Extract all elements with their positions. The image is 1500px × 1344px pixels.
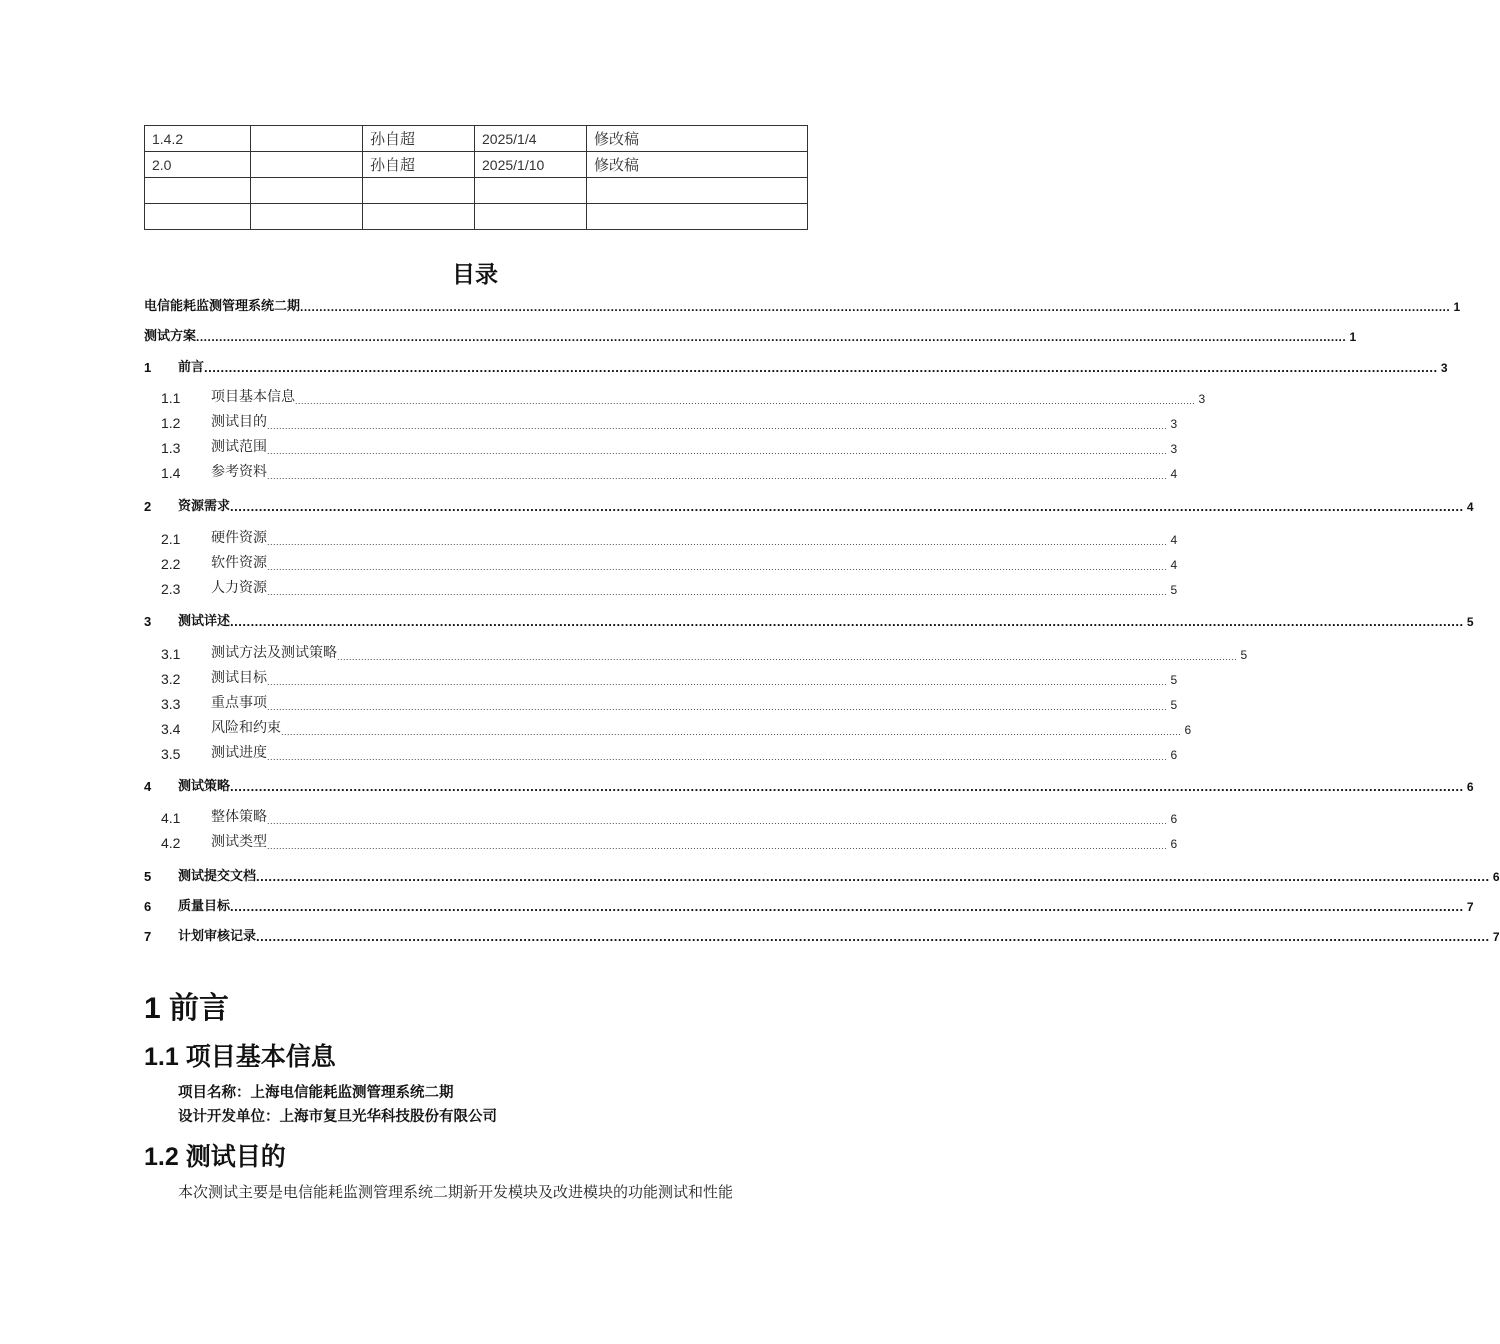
toc-entry-title: 项目基本信息 [211, 388, 295, 404]
toc-entry[interactable] [144, 717, 1192, 737]
toc-leader-dots: ............................................................................................................................................................................................................................................................................................................ [204, 360, 1438, 375]
toc-entry-page: 1 [1453, 300, 1461, 314]
toc-entry-title: 测试详述 [178, 613, 231, 628]
toc-leader-dots: ............................................................................................................................................................................................................................................................................................................ [267, 752, 1168, 762]
purpose-paragraph: 本次测试主要是电信能耗监测管理系统二期新开发模块及改进模块的功能测试和性能 [178, 1183, 734, 1201]
revision-cell: 修改稿 [587, 152, 808, 178]
toc-leader-dots: ............................................................................................................................................................................................................................................................................................................ [295, 396, 1196, 406]
toc-entry-page: 5 [1466, 615, 1474, 629]
revision-cell [363, 178, 475, 204]
toc-entry-page: 5 [1170, 673, 1178, 687]
toc-entry[interactable] [144, 864, 1500, 884]
toc-entry-title: 测试方案 [144, 328, 197, 343]
toc-entry-title: 质量目标 [178, 898, 231, 913]
toc-entry-number: 4 [144, 779, 152, 794]
toc-entry[interactable] [144, 494, 1474, 514]
toc-entry[interactable] [144, 294, 1461, 314]
toc-entry-number: 3.1 [161, 646, 181, 662]
revision-cell: 1.4.2 [145, 126, 251, 152]
revision-cell [475, 178, 587, 204]
toc-entry-number: 2.1 [161, 531, 181, 547]
toc-entry-title: 硬件资源 [211, 529, 267, 545]
revision-row [145, 152, 808, 178]
toc-entry[interactable] [144, 436, 1178, 456]
revision-cell [251, 178, 363, 204]
heading-test-purpose: 1.2 测试目的 [144, 1143, 286, 1171]
toc-entry-title: 资源需求 [178, 498, 231, 513]
toc-entry-title: 重点事项 [211, 694, 267, 710]
toc-entry-title: 风险和约束 [211, 719, 281, 735]
toc-entry-number: 2.3 [161, 581, 181, 597]
toc-leader-dots: ............................................................................................................................................................................................................................................................................................................ [256, 869, 1490, 884]
toc-entry-title: 测试范围 [211, 438, 267, 454]
developer-line: 设计开发单位：上海市复旦光华科技股份有限公司 [178, 1109, 497, 1125]
toc-entry-page: 7 [1466, 900, 1474, 914]
toc-entry-title: 测试类型 [211, 833, 267, 849]
toc-entry-page: 4 [1170, 558, 1178, 572]
toc-entry-page: 6 [1170, 812, 1178, 826]
toc-entry-page: 5 [1240, 648, 1248, 662]
toc-entry-title: 测试方法及测试策略 [211, 644, 337, 660]
toc-entry-number: 4.2 [161, 835, 181, 851]
toc-entry-title: 电信能耗监测管理系统二期 [144, 298, 301, 313]
toc-entry-number: 1.3 [161, 440, 181, 456]
revision-history-table [144, 125, 808, 230]
toc-entry-page: 1 [1349, 330, 1357, 344]
revision-row [145, 126, 808, 152]
toc-entry-page: 3 [1440, 361, 1448, 375]
toc-entry-number: 3.3 [161, 696, 181, 712]
toc-entry-page: 5 [1170, 583, 1178, 597]
toc-entry[interactable] [144, 774, 1474, 794]
toc-entry[interactable] [144, 411, 1178, 431]
revision-cell: 孙自超 [363, 152, 475, 178]
toc-entry-title: 计划审核记录 [178, 928, 257, 943]
revision-cell [587, 204, 808, 230]
revision-cell: 孙自超 [363, 126, 475, 152]
revision-cell [145, 178, 251, 204]
toc-leader-dots: ............................................................................................................................................................................................................................................................................................................ [267, 446, 1168, 456]
revision-cell [475, 204, 587, 230]
toc-entry-number: 1.2 [161, 415, 181, 431]
toc-entry-number: 3.4 [161, 721, 181, 737]
revision-cell [251, 204, 363, 230]
toc-entry-number: 7 [144, 929, 152, 944]
toc-entry[interactable] [144, 894, 1474, 914]
toc-leader-dots: ............................................................................................................................................................................................................................................................................................................ [267, 537, 1168, 547]
toc-entry-page: 3 [1198, 392, 1206, 406]
toc-entry-title: 测试进度 [211, 744, 267, 760]
toc-leader-dots: ............................................................................................................................................................................................................................................................................................................ [267, 702, 1168, 712]
toc-entry[interactable] [144, 924, 1500, 944]
toc-entry-page: 4 [1170, 467, 1178, 481]
toc-leader-dots: ............................................................................................................................................................................................................................................................................................................ [256, 929, 1490, 944]
toc-entry[interactable] [144, 527, 1178, 547]
toc-leader-dots: ............................................................................................................................................................................................................................................................................................................ [230, 614, 1464, 629]
toc-entry-number: 3.2 [161, 671, 181, 687]
toc-entry-title: 人力资源 [211, 579, 267, 595]
toc-entry-number: 4.1 [161, 810, 181, 826]
toc-entry-title: 测试目的 [211, 413, 267, 429]
revision-row [145, 204, 808, 230]
toc-entry[interactable] [144, 806, 1178, 826]
toc-entry[interactable] [144, 386, 1206, 406]
toc-entry-title: 测试策略 [178, 778, 231, 793]
toc-leader-dots: ............................................................................................................................................................................................................................................................................................................ [267, 816, 1168, 826]
revision-cell [251, 152, 363, 178]
toc-entry[interactable] [144, 609, 1474, 629]
toc-entry[interactable] [144, 831, 1178, 851]
toc-entry[interactable] [144, 692, 1178, 712]
toc-entry[interactable] [144, 552, 1178, 572]
toc-leader-dots: ............................................................................................................................................................................................................................................................................................................ [267, 587, 1168, 597]
toc-entry-number: 3.5 [161, 746, 181, 762]
toc-leader-dots: ............................................................................................................................................................................................................................................................................................................ [230, 779, 1464, 794]
toc-entry-title: 整体策略 [211, 808, 267, 824]
revision-cell: 2025/1/4 [475, 126, 587, 152]
heading-preface: 1 前言 [144, 992, 230, 1025]
toc-title: 目录 [452, 261, 498, 287]
toc-entry-number: 1.4 [161, 465, 181, 481]
toc-entry-number: 2.2 [161, 556, 181, 572]
toc-entry[interactable] [144, 324, 1357, 344]
revision-cell: 2.0 [145, 152, 251, 178]
revision-cell: 修改稿 [587, 126, 808, 152]
toc-entry-page: 6 [1170, 748, 1178, 762]
toc-leader-dots: ............................................................................................................................................................................................................................................................................................................ [281, 727, 1182, 737]
toc-entry-number: 1.1 [161, 390, 181, 406]
toc-entry[interactable] [144, 577, 1178, 597]
toc-entry-title: 软件资源 [211, 554, 267, 570]
toc-entry-page: 5 [1170, 698, 1178, 712]
toc-entry-number: 3 [144, 614, 152, 629]
toc-entry-title: 测试目标 [211, 669, 267, 685]
toc-entry-title: 参考资料 [211, 463, 267, 479]
toc-entry-number: 6 [144, 899, 152, 914]
toc-leader-dots: ............................................................................................................................................................................................................................................................................................................ [230, 899, 1464, 914]
toc-entry-page: 7 [1492, 930, 1500, 944]
heading-project-info: 1.1 项目基本信息 [144, 1043, 336, 1071]
toc-leader-dots: ............................................................................................................................................................................................................................................................................................................ [267, 677, 1168, 687]
toc-entry-page: 6 [1492, 870, 1500, 884]
toc-entry[interactable] [144, 355, 1448, 375]
toc-entry-number: 2 [144, 499, 152, 514]
revision-cell [587, 178, 808, 204]
toc-leader-dots: ............................................................................................................................................................................................................................................................................................................ [267, 421, 1168, 431]
toc-entry-page: 4 [1466, 500, 1474, 514]
toc-entry-number: 1 [144, 360, 152, 375]
toc-entry[interactable] [144, 642, 1248, 662]
toc-entry-page: 6 [1466, 780, 1474, 794]
toc-leader-dots: ............................................................................................................................................................................................................................................................................................................ [196, 330, 1347, 344]
toc-entry-page: 6 [1184, 723, 1192, 737]
revision-cell [145, 204, 251, 230]
toc-entry-number: 5 [144, 869, 152, 884]
toc-entry-page: 6 [1170, 837, 1178, 851]
toc-entry[interactable] [144, 461, 1178, 481]
toc-entry-title: 测试提交文档 [178, 868, 257, 883]
project-name-line: 项目名称：上海电信能耗监测管理系统二期 [178, 1085, 454, 1101]
toc-leader-dots: ............................................................................................................................................................................................................................................................................................................ [267, 562, 1168, 572]
toc-leader-dots: ............................................................................................................................................................................................................................................................................................................ [300, 300, 1451, 314]
toc-entry-page: 4 [1170, 533, 1178, 547]
toc-entry-title: 前言 [178, 359, 205, 374]
toc-entry-page: 3 [1170, 442, 1178, 456]
toc-entry[interactable] [144, 667, 1178, 687]
toc-entry[interactable] [144, 742, 1178, 762]
toc-entry-page: 3 [1170, 417, 1178, 431]
revision-cell: 2025/1/10 [475, 152, 587, 178]
toc-leader-dots: ............................................................................................................................................................................................................................................................................................................ [337, 652, 1238, 662]
toc-leader-dots: ............................................................................................................................................................................................................................................................................................................ [267, 471, 1168, 481]
revision-row [145, 178, 808, 204]
toc-leader-dots: ............................................................................................................................................................................................................................................................................................................ [267, 841, 1168, 851]
toc-leader-dots: ............................................................................................................................................................................................................................................................................................................ [230, 499, 1464, 514]
revision-cell [251, 126, 363, 152]
revision-cell [363, 204, 475, 230]
